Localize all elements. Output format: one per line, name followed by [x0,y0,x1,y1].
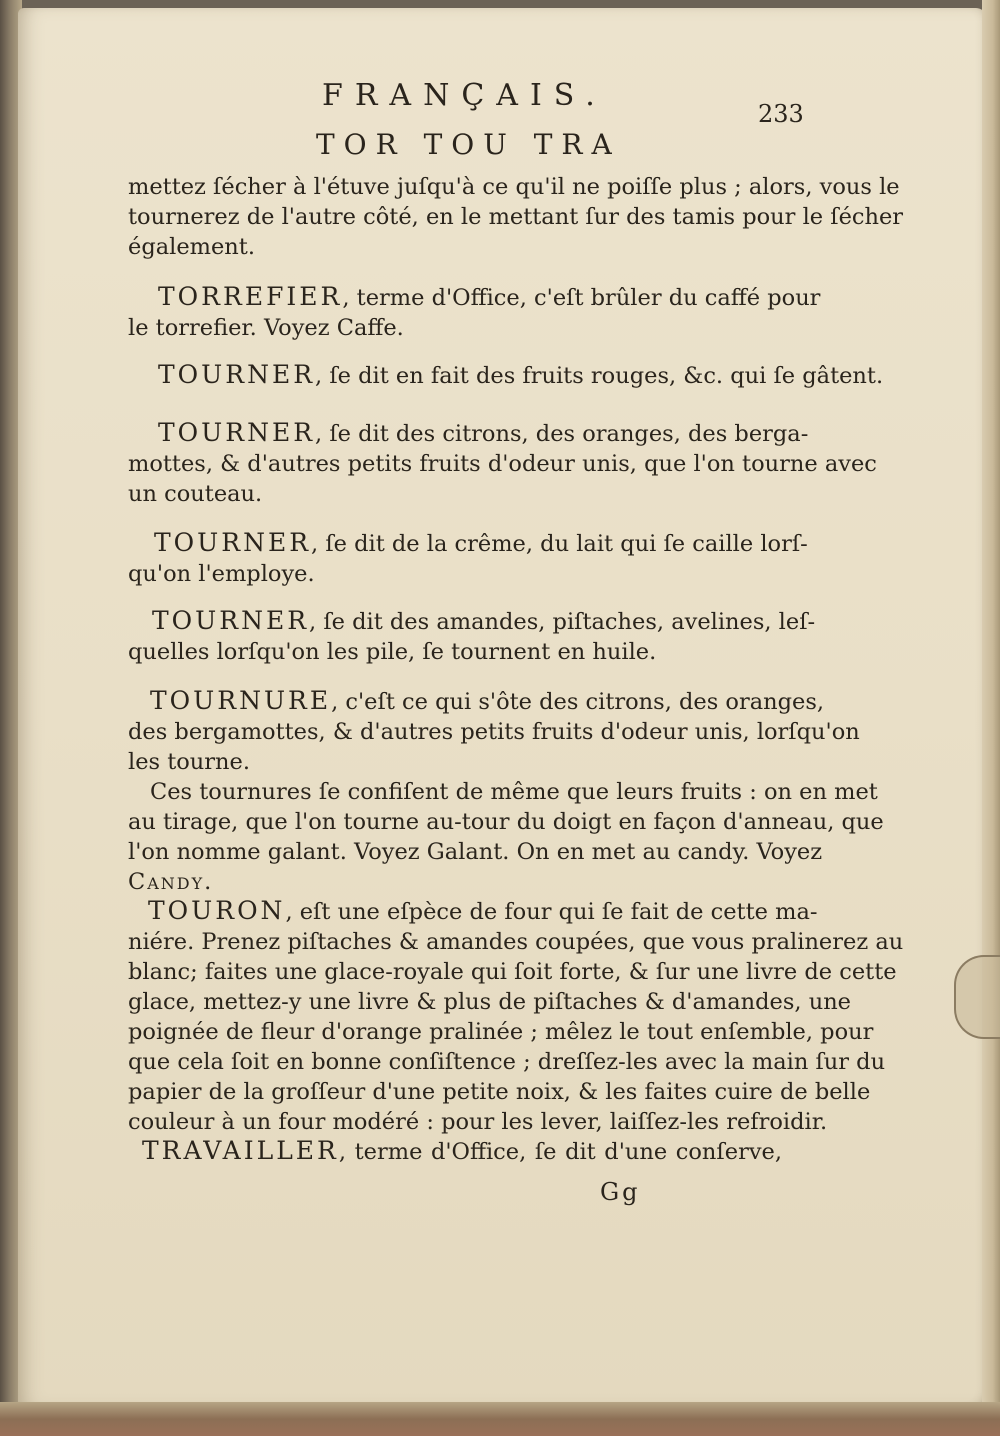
entry-first-line [128,360,884,391]
running-head: FRANÇAIS. [322,78,607,113]
entry-text: , ſe dit des amandes, piſtaches, avelines, leſ- [309,609,816,635]
entry-first-line [128,686,825,717]
entry-first-line [142,1136,782,1167]
text-line: l'on nomme galant. Voyez Galant. On en met au candy. Voyez [128,839,823,865]
entry-text: , eſt une eſpèce de four qui ſe fait de cette ma- [285,899,818,925]
entry-first-line [128,896,818,927]
signature-mark: Gg [600,1178,641,1206]
entry-touron [128,896,904,1137]
entry-first-line [128,528,808,559]
entry-text: , terme d'Office, c'eſt brûler du caffé pour [342,285,821,311]
headword: TOURNER [158,360,316,389]
entry-first-line [128,606,816,637]
headword: TOURON [148,896,286,925]
text-line: que cela ſoit en bonne conſiſtence ; dreſſez-les avec la main ſur du [128,1049,886,1075]
entry-tourner-4 [128,606,816,667]
text-line: un couteau. [128,481,263,507]
headword: TOURNURE [150,686,332,715]
text-line: qu'on l'employe. [128,561,315,587]
headword: TORREFIER [158,282,343,311]
text-line: mettez ſécher à l'étuve juſqu'à ce qu'il ne poiſſe plus ; alors, vous le [128,174,900,200]
entry-text: , terme d'Office, ſe dit d'une conſerve, [338,1139,782,1165]
headword: TOURNER [154,528,312,557]
text-line: également. [128,234,255,260]
entry-torrefier [128,282,821,343]
text-line: au tirage, que l'on tourne au-tour du doigt en façon d'anneau, que [128,809,884,835]
text-line: tournerez de l'autre côté, en le mettant ſur des tamis pour le ſécher [128,204,904,230]
headword: TOURNER [158,418,316,447]
bottom-edge [0,1402,1000,1436]
fore-edge [982,0,1000,1436]
text-line: poignée de fleur d'orange pralinée ; mêlez le tout enſemble, pour [128,1019,874,1045]
entry-text: , ſe dit de la crême, du lait qui ſe caille lorſ- [311,531,808,557]
text-line: glace, mettez-y une livre & plus de piſtaches & d'amandes, une [128,989,851,1015]
text-line: niére. Prenez piſtaches & amandes coupées, que vous pralinerez au [128,929,904,955]
text-line: quelles lorſqu'on les pile, ſe tournent en huile. [128,639,657,665]
entry-tournure [128,686,884,897]
text-line: mottes, & d'autres petits fruits d'odeur unis, que l'on tourne avec [128,451,877,477]
text-line: blanc; faites une glace-royale qui ſoit forte, & ſur une livre de cette [128,959,897,985]
entry-tourner-1 [128,360,884,391]
entry-tourner-3 [128,528,808,589]
headword: TRAVAILLER [142,1136,339,1165]
text-line: papier de la groſſeur d'une petite noix, & les faites cuire de belle [128,1079,871,1105]
text-line: les tourne. [128,749,251,775]
page-clasp [954,955,1000,1039]
entry-first-line [128,418,809,449]
text-line: Ces tournures ſe confiſent de même que leurs fruits : on en met [150,779,878,805]
page-number: 233 [758,100,804,128]
text-line: des bergamottes, & d'autres petits fruits d'odeur unis, lorſqu'on [128,719,860,745]
entry-travailler [142,1136,782,1167]
text-line: Candy. [128,869,214,895]
entry-text: , c'eſt ce qui s'ôte des citrons, des oranges, [331,689,825,715]
entry-text: , ſe dit en fait des fruits rouges, &c. qui ſe gâtent. [315,363,884,389]
entry-tourner-2 [128,418,877,509]
entry-text: , ſe dit des citrons, des oranges, des berga- [315,421,809,447]
headword: TOURNER [152,606,310,635]
text-line: le torrefier. Voyez Caffe. [128,315,404,341]
continuation-paragraph [128,172,904,262]
entry-first-line [128,282,821,313]
guide-words: TOR TOU TRA [316,128,621,161]
text-line: couleur à un four modéré : pour les lever, laiſſez-les refroidir. [128,1109,828,1135]
